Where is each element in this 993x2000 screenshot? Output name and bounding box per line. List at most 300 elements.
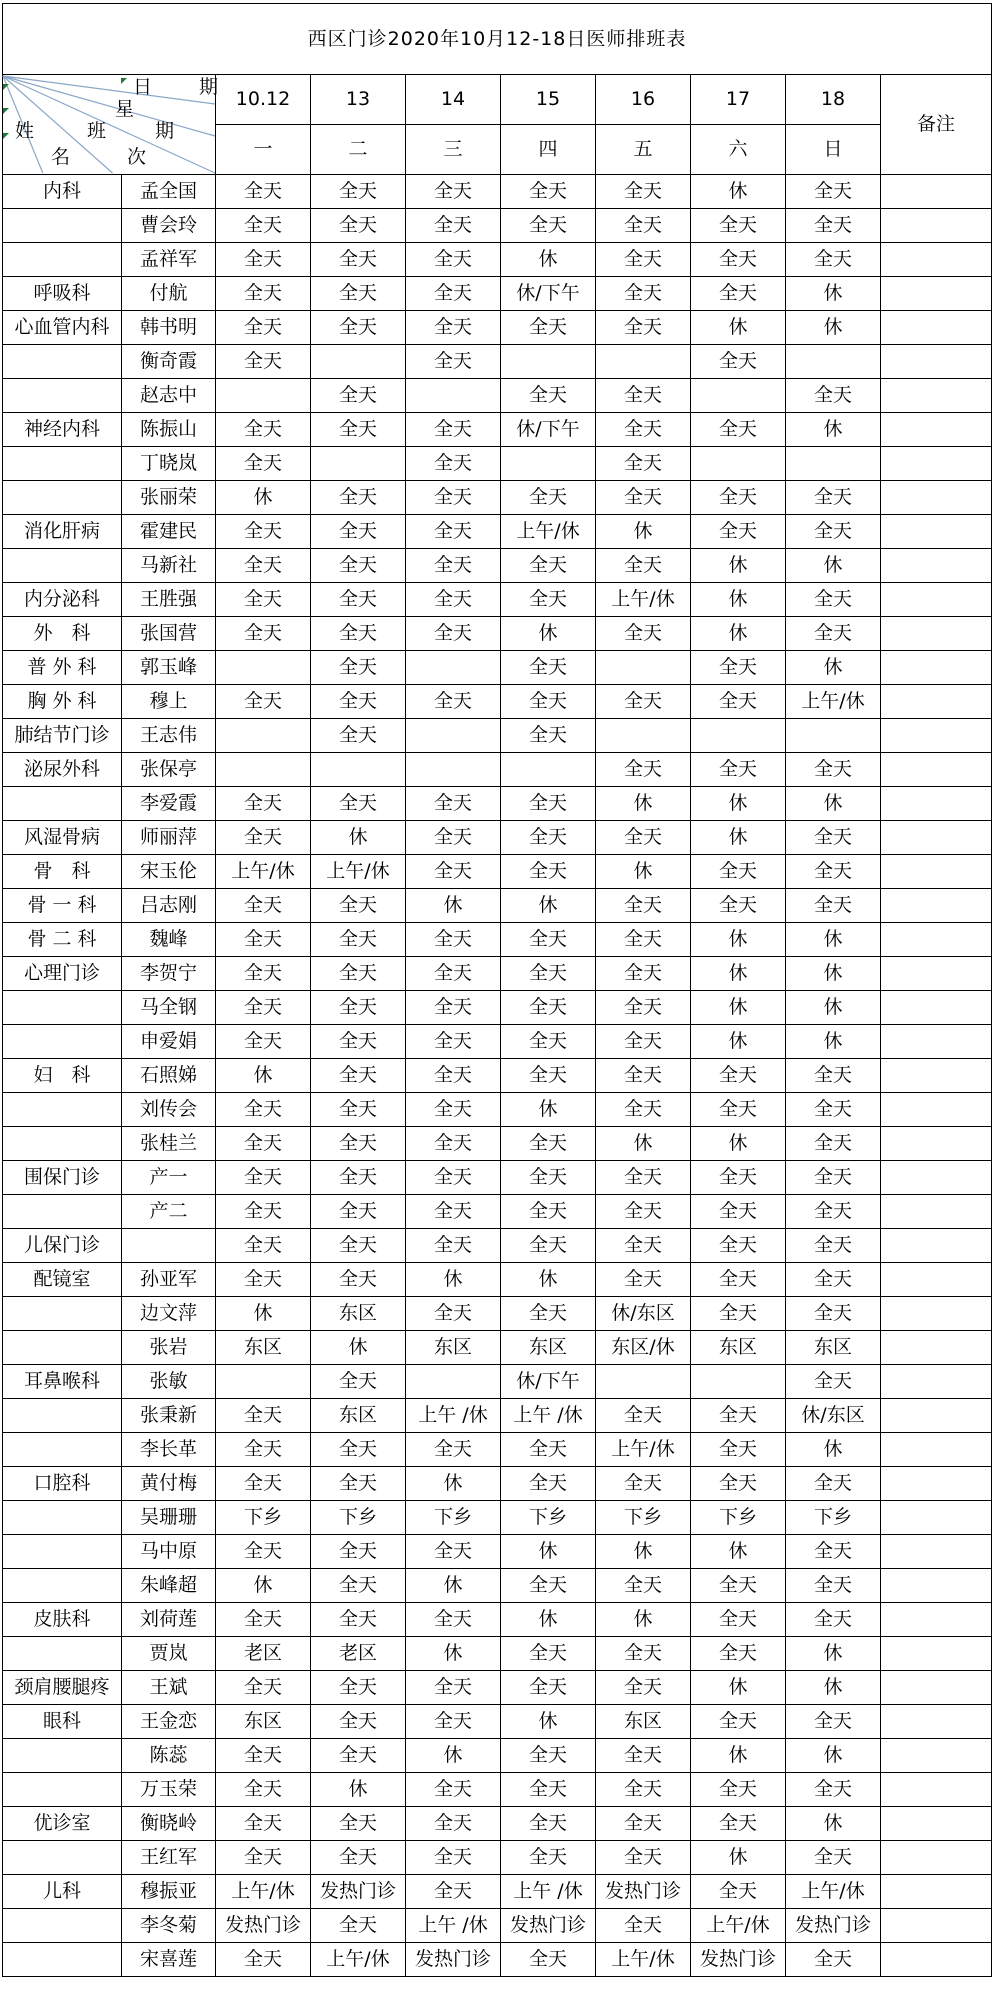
doctor-name-cell: 李冬菊 (122, 1909, 216, 1943)
doctor-name-cell: 刘荷莲 (122, 1603, 216, 1637)
corner-ming: 名 (51, 146, 71, 168)
shift-cell: 全天 (786, 481, 881, 515)
table-row (3, 991, 992, 1025)
shift-cell: 全天 (216, 447, 311, 481)
doctor-name-cell: 师丽萍 (122, 821, 216, 855)
department-cell: 妇 科 (3, 1059, 122, 1093)
shift-cell: 全天 (786, 1943, 881, 1977)
remark-cell (881, 753, 992, 787)
department-cell (3, 243, 122, 277)
table-row (3, 1093, 992, 1127)
shift-cell: 全天 (406, 515, 501, 549)
shift-cell: 全天 (501, 1841, 596, 1875)
shift-cell: 全天 (691, 413, 786, 447)
shift-cell: 全天 (691, 1433, 786, 1467)
shift-cell: 休 (406, 1739, 501, 1773)
date-header: 17 (691, 75, 786, 125)
shift-cell: 全天 (596, 617, 691, 651)
shift-cell: 休 (596, 855, 691, 889)
shift-cell: 休 (691, 923, 786, 957)
shift-cell: 休 (691, 1841, 786, 1875)
shift-cell: 休 (406, 1467, 501, 1501)
doctor-name-cell: 边文萍 (122, 1297, 216, 1331)
shift-cell: 全天 (691, 1773, 786, 1807)
shift-cell: 全天 (501, 991, 596, 1025)
remark-cell (881, 719, 992, 753)
remark-cell (881, 1025, 992, 1059)
shift-cell: 全天 (216, 243, 311, 277)
shift-cell: 全天 (406, 1807, 501, 1841)
department-cell: 儿科 (3, 1875, 122, 1909)
shift-cell: 休 (691, 957, 786, 991)
shift-cell: 下乡 (406, 1501, 501, 1535)
remark-header: 备注 (881, 75, 992, 175)
doctor-name-cell: 韩书明 (122, 311, 216, 345)
table-row (3, 447, 992, 481)
shift-cell (691, 1365, 786, 1399)
shift-cell: 全天 (311, 685, 406, 719)
department-cell: 神经内科 (3, 413, 122, 447)
comment-flag (3, 108, 9, 114)
shift-cell: 休 (786, 1807, 881, 1841)
doctor-name-cell: 产一 (122, 1161, 216, 1195)
shift-cell: 全天 (406, 617, 501, 651)
department-cell: 骨 一 科 (3, 889, 122, 923)
shift-cell: 全天 (311, 1705, 406, 1739)
shift-cell: 全天 (786, 1467, 881, 1501)
table-row (3, 1943, 992, 1977)
remark-cell (881, 1297, 992, 1331)
table-row (3, 1127, 992, 1161)
shift-cell (501, 753, 596, 787)
shift-cell: 休 (596, 1127, 691, 1161)
department-cell (3, 1943, 122, 1977)
table-row (3, 957, 992, 991)
table-row (3, 1025, 992, 1059)
shift-cell (786, 345, 881, 379)
shift-cell: 休 (786, 311, 881, 345)
shift-cell: 东区 (216, 1331, 311, 1365)
shift-cell: 全天 (216, 1025, 311, 1059)
department-cell (3, 1195, 122, 1229)
shift-cell: 全天 (311, 1467, 406, 1501)
corner-header (3, 75, 219, 175)
shift-cell: 全天 (786, 515, 881, 549)
remark-cell (881, 413, 992, 447)
shift-cell: 全天 (691, 685, 786, 719)
department-cell (3, 1501, 122, 1535)
shift-cell: 全天 (406, 311, 501, 345)
shift-cell: 全天 (311, 1365, 406, 1399)
doctor-name-cell: 霍建民 (122, 515, 216, 549)
department-cell: 呼吸科 (3, 277, 122, 311)
shift-cell: 全天 (691, 1467, 786, 1501)
shift-cell: 休 (786, 1671, 881, 1705)
shift-cell: 休 (691, 1739, 786, 1773)
shift-cell: 全天 (406, 481, 501, 515)
date-header: 14 (406, 75, 501, 125)
shift-cell: 全天 (691, 1297, 786, 1331)
remark-cell (881, 855, 992, 889)
table-row (3, 1807, 992, 1841)
department-cell (3, 447, 122, 481)
shift-cell: 东区 (691, 1331, 786, 1365)
doctor-name-cell: 穆上 (122, 685, 216, 719)
shift-cell: 全天 (216, 1093, 311, 1127)
shift-cell: 全天 (216, 549, 311, 583)
shift-cell: 全天 (786, 1705, 881, 1739)
shift-cell: 休 (311, 1331, 406, 1365)
table-row (3, 617, 992, 651)
shift-cell: 全天 (406, 175, 501, 209)
shift-cell: 全天 (501, 1433, 596, 1467)
shift-cell (596, 1365, 691, 1399)
shift-cell: 全天 (596, 311, 691, 345)
table-row (3, 1501, 992, 1535)
shift-cell: 全天 (596, 549, 691, 583)
weekday-header: 一 (216, 125, 311, 175)
doctor-name-cell: 赵志中 (122, 379, 216, 413)
shift-cell: 全天 (311, 209, 406, 243)
department-cell (3, 1025, 122, 1059)
table-row (3, 1637, 992, 1671)
shift-cell: 休 (596, 515, 691, 549)
remark-cell (881, 447, 992, 481)
shift-cell: 全天 (786, 1535, 881, 1569)
shift-cell: 全天 (501, 1773, 596, 1807)
shift-cell: 全天 (596, 1569, 691, 1603)
shift-cell (596, 719, 691, 753)
shift-cell: 全天 (311, 277, 406, 311)
table-row (3, 821, 992, 855)
doctor-name-cell: 马中原 (122, 1535, 216, 1569)
shift-cell: 全天 (501, 787, 596, 821)
department-cell: 儿保门诊 (3, 1229, 122, 1263)
shift-cell: 休 (786, 413, 881, 447)
department-cell (3, 1433, 122, 1467)
shift-cell: 全天 (406, 277, 501, 311)
table-row (3, 1773, 992, 1807)
department-cell: 普 外 科 (3, 651, 122, 685)
shift-cell: 全天 (311, 1603, 406, 1637)
shift-cell: 休 (786, 651, 881, 685)
shift-cell: 全天 (216, 1603, 311, 1637)
shift-cell: 全天 (406, 1841, 501, 1875)
remark-cell (881, 379, 992, 413)
remark-cell (881, 1331, 992, 1365)
shift-cell: 全天 (786, 1127, 881, 1161)
department-cell (3, 787, 122, 821)
doctor-name-cell: 孟全国 (122, 175, 216, 209)
shift-cell: 全天 (406, 1195, 501, 1229)
shift-cell: 休 (691, 787, 786, 821)
remark-cell (881, 1467, 992, 1501)
shift-cell: 休 (501, 243, 596, 277)
shift-cell: 全天 (786, 1161, 881, 1195)
shift-cell: 全天 (216, 1263, 311, 1297)
shift-cell: 休 (216, 481, 311, 515)
shift-cell: 全天 (311, 481, 406, 515)
shift-cell: 全天 (406, 821, 501, 855)
shift-cell: 东区 (786, 1331, 881, 1365)
remark-cell (881, 1501, 992, 1535)
shift-cell: 全天 (216, 1943, 311, 1977)
remark-cell (881, 1807, 992, 1841)
shift-cell (216, 1365, 311, 1399)
department-cell: 外 科 (3, 617, 122, 651)
table-row (3, 413, 992, 447)
shift-cell: 全天 (596, 1671, 691, 1705)
shift-cell: 全天 (216, 175, 311, 209)
shift-cell (406, 379, 501, 413)
shift-cell: 东区 (501, 1331, 596, 1365)
shift-cell: 全天 (786, 243, 881, 277)
weekday-header: 四 (501, 125, 596, 175)
shift-cell: 全天 (596, 1399, 691, 1433)
shift-cell: 全天 (311, 515, 406, 549)
shift-cell: 休 (691, 1535, 786, 1569)
shift-cell: 下乡 (501, 1501, 596, 1535)
shift-cell: 休 (406, 1569, 501, 1603)
department-cell: 泌尿外科 (3, 753, 122, 787)
remark-cell (881, 1263, 992, 1297)
remark-cell (881, 1671, 992, 1705)
table-row (3, 651, 992, 685)
table-row (3, 209, 992, 243)
table-row (3, 1569, 992, 1603)
shift-cell: 全天 (691, 651, 786, 685)
shift-cell: 全天 (786, 379, 881, 413)
shift-cell: 全天 (501, 1807, 596, 1841)
shift-cell: 发热门诊 (501, 1909, 596, 1943)
shift-cell: 休 (501, 1093, 596, 1127)
shift-cell: 全天 (691, 243, 786, 277)
doctor-name-cell: 产二 (122, 1195, 216, 1229)
remark-cell (881, 1841, 992, 1875)
shift-cell: 休 (311, 821, 406, 855)
remark-cell (881, 889, 992, 923)
shift-cell: 全天 (216, 889, 311, 923)
table-row (3, 549, 992, 583)
shift-cell: 下乡 (691, 1501, 786, 1535)
shift-cell: 休 (691, 175, 786, 209)
shift-cell: 全天 (406, 243, 501, 277)
shift-cell: 全天 (406, 1671, 501, 1705)
shift-cell: 休 (691, 1025, 786, 1059)
shift-cell: 下乡 (311, 1501, 406, 1535)
shift-cell: 上午/休 (216, 1875, 311, 1909)
weekday-header: 三 (406, 125, 501, 175)
shift-cell: 上午/休 (501, 515, 596, 549)
remark-cell (881, 1093, 992, 1127)
remark-cell (881, 277, 992, 311)
shift-cell: 上午/休 (691, 1909, 786, 1943)
shift-cell: 休/下午 (501, 1365, 596, 1399)
department-cell (3, 1535, 122, 1569)
shift-cell: 全天 (501, 379, 596, 413)
remark-cell (881, 1773, 992, 1807)
doctor-name-cell: 李贺宁 (122, 957, 216, 991)
doctor-name-cell: 朱峰超 (122, 1569, 216, 1603)
shift-cell: 全天 (501, 311, 596, 345)
weekday-header: 五 (596, 125, 691, 175)
doctor-name-cell (122, 1229, 216, 1263)
shift-cell: 全天 (311, 719, 406, 753)
shift-cell: 全天 (216, 1161, 311, 1195)
shift-cell: 全天 (501, 175, 596, 209)
shift-cell: 休 (786, 957, 881, 991)
shift-cell: 休 (406, 889, 501, 923)
shift-cell (786, 719, 881, 753)
shift-cell: 全天 (311, 889, 406, 923)
comment-flag (3, 84, 9, 90)
shift-cell: 全天 (311, 1093, 406, 1127)
shift-cell: 全天 (501, 719, 596, 753)
shift-cell: 休/下午 (501, 413, 596, 447)
department-cell (3, 549, 122, 583)
shift-cell: 休 (216, 1569, 311, 1603)
shift-cell: 全天 (596, 1467, 691, 1501)
shift-cell: 全天 (216, 923, 311, 957)
department-cell: 消化肝病 (3, 515, 122, 549)
shift-cell: 全天 (691, 345, 786, 379)
shift-cell: 全天 (786, 1195, 881, 1229)
department-cell: 口腔科 (3, 1467, 122, 1501)
shift-cell: 全天 (501, 923, 596, 957)
shift-cell: 上午/休 (596, 1433, 691, 1467)
table-row (3, 1739, 992, 1773)
shift-cell: 全天 (691, 753, 786, 787)
shift-cell: 上午/休 (216, 855, 311, 889)
shift-cell: 休 (216, 1297, 311, 1331)
corner-ri: 日 (133, 76, 153, 98)
department-cell: 骨 科 (3, 855, 122, 889)
doctor-name-cell: 张敏 (122, 1365, 216, 1399)
shift-cell: 全天 (691, 1399, 786, 1433)
shift-cell: 全天 (786, 175, 881, 209)
department-cell: 耳鼻喉科 (3, 1365, 122, 1399)
corner-xing-name: 姓 (15, 120, 35, 142)
shift-cell: 全天 (216, 957, 311, 991)
shift-cell: 发热门诊 (786, 1909, 881, 1943)
shift-cell: 东区 (406, 1331, 501, 1365)
remark-cell (881, 1127, 992, 1161)
shift-cell: 全天 (311, 1433, 406, 1467)
shift-cell: 全天 (216, 1127, 311, 1161)
shift-cell: 休 (216, 1059, 311, 1093)
shift-cell: 休 (691, 991, 786, 1025)
shift-cell: 全天 (596, 1739, 691, 1773)
shift-cell: 上午/休 (311, 855, 406, 889)
table-row (3, 1399, 992, 1433)
table-row (3, 1535, 992, 1569)
shift-cell: 全天 (691, 1569, 786, 1603)
doctor-name-cell: 张国营 (122, 617, 216, 651)
shift-cell: 休 (786, 1739, 881, 1773)
shift-cell: 休 (406, 1637, 501, 1671)
shift-cell: 休 (786, 1025, 881, 1059)
shift-cell: 全天 (216, 821, 311, 855)
shift-cell: 全天 (596, 1161, 691, 1195)
table-row (3, 277, 992, 311)
table-row (3, 1263, 992, 1297)
remark-cell (881, 651, 992, 685)
remark-cell (881, 1399, 992, 1433)
remark-cell (881, 1433, 992, 1467)
shift-cell: 全天 (786, 1569, 881, 1603)
shift-cell: 全天 (596, 889, 691, 923)
shift-cell: 休 (691, 311, 786, 345)
shift-cell: 全天 (786, 1059, 881, 1093)
shift-cell: 东区 (216, 1705, 311, 1739)
remark-cell (881, 243, 992, 277)
shift-cell: 休 (501, 1263, 596, 1297)
table-row (3, 379, 992, 413)
shift-cell: 休 (501, 617, 596, 651)
shift-cell: 全天 (501, 821, 596, 855)
shift-cell (691, 719, 786, 753)
shift-cell: 休 (596, 787, 691, 821)
shift-cell: 全天 (216, 685, 311, 719)
remark-cell (881, 209, 992, 243)
department-cell: 心血管内科 (3, 311, 122, 345)
remark-cell (881, 1059, 992, 1093)
shift-cell: 全天 (406, 209, 501, 243)
department-cell (3, 1773, 122, 1807)
shift-cell: 全天 (406, 583, 501, 617)
doctor-name-cell: 贾岚 (122, 1637, 216, 1671)
shift-cell: 全天 (596, 991, 691, 1025)
shift-cell: 全天 (311, 957, 406, 991)
shift-cell: 全天 (786, 1263, 881, 1297)
doctor-name-cell: 王红军 (122, 1841, 216, 1875)
remark-cell (881, 685, 992, 719)
remark-cell (881, 1365, 992, 1399)
shift-cell: 全天 (311, 617, 406, 651)
shift-cell: 全天 (406, 685, 501, 719)
shift-cell: 全天 (501, 957, 596, 991)
department-cell: 优诊室 (3, 1807, 122, 1841)
shift-cell (406, 719, 501, 753)
shift-cell: 全天 (406, 549, 501, 583)
table-row (3, 923, 992, 957)
shift-cell: 上午/休 (596, 1943, 691, 1977)
shift-cell: 全天 (786, 209, 881, 243)
shift-cell: 全天 (596, 1263, 691, 1297)
shift-cell: 全天 (691, 1161, 786, 1195)
shift-cell: 全天 (216, 1739, 311, 1773)
remark-cell (881, 787, 992, 821)
department-cell (3, 209, 122, 243)
shift-cell: 全天 (596, 1909, 691, 1943)
shift-cell: 全天 (406, 1535, 501, 1569)
remark-cell (881, 923, 992, 957)
shift-cell: 全天 (501, 855, 596, 889)
shift-cell: 休 (786, 549, 881, 583)
shift-cell: 全天 (501, 1127, 596, 1161)
corner-qi1: 期 (199, 76, 219, 98)
table-row (3, 787, 992, 821)
shift-cell: 全天 (691, 1195, 786, 1229)
shift-cell: 全天 (501, 1195, 596, 1229)
remark-cell (881, 481, 992, 515)
shift-cell: 休 (596, 1535, 691, 1569)
shift-cell: 全天 (406, 1229, 501, 1263)
table-row (3, 175, 992, 209)
shift-cell: 全天 (786, 1093, 881, 1127)
shift-cell: 全天 (406, 1093, 501, 1127)
remark-cell (881, 1875, 992, 1909)
